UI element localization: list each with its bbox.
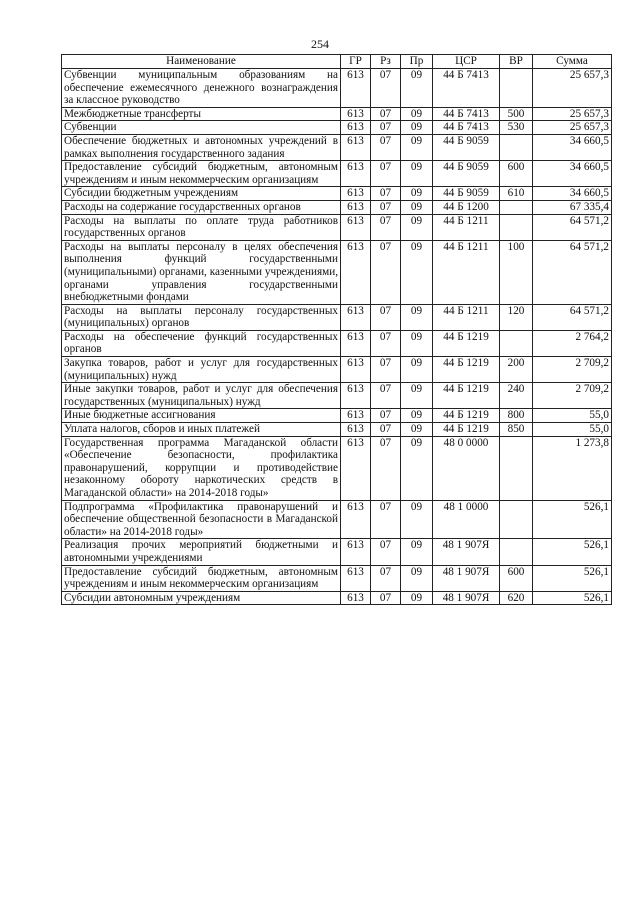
table-row <box>62 200 612 214</box>
cell-name: Расходы на выплаты по оплате труда работников государственных органов <box>62 214 341 240</box>
cell-vr <box>500 134 533 160</box>
cell-rz: 07 <box>371 121 401 135</box>
header-gr: ГР <box>341 55 371 69</box>
cell-vr: 240 <box>500 383 533 409</box>
cell-gr: 613 <box>341 134 371 160</box>
cell-gr: 613 <box>341 500 371 539</box>
cell-name: Иные закупки товаров, работ и услуг для обеспечения государственных (муниципальных) нужд <box>62 383 341 409</box>
cell-csr: 44 Б 9059 <box>433 187 500 201</box>
cell-sum: 64 571,2 <box>533 240 612 304</box>
cell-gr: 613 <box>341 121 371 135</box>
table-row <box>62 69 612 108</box>
cell-name: Расходы на выплаты персоналу в целях обеспечения выполнения функций государственными (муниципальными) органами, казенными учреждениями, органами управления государственными внебюджетными фондами <box>62 240 341 304</box>
cell-vr <box>500 330 533 356</box>
cell-name: Субвенции муниципальным образованиям на обеспечение ежемесячного денежного вознаграждения за классное руководство <box>62 69 341 108</box>
cell-csr: 48 1 0000 <box>433 500 500 539</box>
cell-gr: 613 <box>341 423 371 437</box>
cell-sum: 67 335,4 <box>533 200 612 214</box>
cell-gr: 613 <box>341 69 371 108</box>
cell-sum: 526,1 <box>533 565 612 591</box>
cell-pr: 09 <box>401 304 433 330</box>
cell-vr <box>500 200 533 214</box>
cell-rz: 07 <box>371 200 401 214</box>
cell-pr: 09 <box>401 240 433 304</box>
table-row <box>62 304 612 330</box>
table-body <box>62 69 612 605</box>
cell-gr: 613 <box>341 591 371 605</box>
table-row <box>62 409 612 423</box>
cell-vr: 200 <box>500 357 533 383</box>
cell-name: Подпрограмма «Профилактика правонарушений и обеспечение общественной безопасности в Магаданской области» на 2014-2018 годы» <box>62 500 341 539</box>
table-row <box>62 240 612 304</box>
cell-gr: 613 <box>341 383 371 409</box>
table-row <box>62 565 612 591</box>
table-row <box>62 121 612 135</box>
cell-csr: 44 Б 7413 <box>433 69 500 108</box>
cell-csr: 48 1 907Я <box>433 565 500 591</box>
table-row <box>62 330 612 356</box>
cell-pr: 09 <box>401 436 433 500</box>
cell-vr: 600 <box>500 565 533 591</box>
cell-csr: 44 Б 1211 <box>433 304 500 330</box>
cell-vr <box>500 539 533 565</box>
page-number: 254 <box>311 37 329 51</box>
cell-vr <box>500 214 533 240</box>
cell-csr: 44 Б 1219 <box>433 330 500 356</box>
cell-gr: 613 <box>341 357 371 383</box>
cell-pr: 09 <box>401 409 433 423</box>
cell-vr: 530 <box>500 121 533 135</box>
cell-name: Субсидии бюджетным учреждениям <box>62 187 341 201</box>
cell-pr: 09 <box>401 214 433 240</box>
cell-vr <box>500 500 533 539</box>
cell-pr: 09 <box>401 539 433 565</box>
cell-name: Субсидии автономным учреждениям <box>62 591 341 605</box>
cell-gr: 613 <box>341 436 371 500</box>
cell-vr: 120 <box>500 304 533 330</box>
cell-pr: 09 <box>401 134 433 160</box>
cell-rz: 07 <box>371 69 401 108</box>
cell-name: Закупка товаров, работ и услуг для государственных (муниципальных) нужд <box>62 357 341 383</box>
header-row <box>62 55 612 69</box>
cell-pr: 09 <box>401 500 433 539</box>
table-row <box>62 423 612 437</box>
table-row <box>62 187 612 201</box>
cell-csr: 44 Б 7413 <box>433 121 500 135</box>
cell-vr: 100 <box>500 240 533 304</box>
table-row <box>62 357 612 383</box>
cell-gr: 613 <box>341 107 371 121</box>
cell-pr: 09 <box>401 357 433 383</box>
cell-sum: 526,1 <box>533 539 612 565</box>
cell-csr: 44 Б 7413 <box>433 107 500 121</box>
cell-csr: 44 Б 1219 <box>433 423 500 437</box>
cell-gr: 613 <box>341 187 371 201</box>
cell-gr: 613 <box>341 330 371 356</box>
cell-sum: 25 657,3 <box>533 69 612 108</box>
cell-gr: 613 <box>341 200 371 214</box>
cell-rz: 07 <box>371 409 401 423</box>
cell-csr: 44 Б 1211 <box>433 214 500 240</box>
cell-vr: 800 <box>500 409 533 423</box>
table-row <box>62 591 612 605</box>
cell-sum: 64 571,2 <box>533 214 612 240</box>
cell-pr: 09 <box>401 200 433 214</box>
cell-name: Государственная программа Магаданской области «Обеспечение безопасности, профилактика правонарушений, коррупции и противодействие незаконному обороту наркотических средств в Магаданской области» на 2014-2018 годы» <box>62 436 341 500</box>
cell-rz: 07 <box>371 134 401 160</box>
cell-rz: 07 <box>371 240 401 304</box>
cell-name: Расходы на содержание государственных органов <box>62 200 341 214</box>
cell-gr: 613 <box>341 240 371 304</box>
cell-rz: 07 <box>371 436 401 500</box>
cell-pr: 09 <box>401 383 433 409</box>
cell-sum: 25 657,3 <box>533 107 612 121</box>
cell-csr: 44 Б 9059 <box>433 134 500 160</box>
cell-csr: 44 Б 1219 <box>433 409 500 423</box>
cell-csr: 44 Б 1200 <box>433 200 500 214</box>
cell-gr: 613 <box>341 565 371 591</box>
cell-rz: 07 <box>371 565 401 591</box>
cell-csr: 48 0 0000 <box>433 436 500 500</box>
cell-name: Межбюджетные трансферты <box>62 107 341 121</box>
cell-csr: 48 1 907Я <box>433 539 500 565</box>
cell-csr: 48 1 907Я <box>433 591 500 605</box>
cell-name: Иные бюджетные ассигнования <box>62 409 341 423</box>
cell-sum: 2 709,2 <box>533 383 612 409</box>
cell-sum: 526,1 <box>533 500 612 539</box>
cell-sum: 55,0 <box>533 423 612 437</box>
cell-rz: 07 <box>371 161 401 187</box>
cell-pr: 09 <box>401 187 433 201</box>
cell-sum: 25 657,3 <box>533 121 612 135</box>
cell-rz: 07 <box>371 357 401 383</box>
cell-sum: 526,1 <box>533 591 612 605</box>
table-row <box>62 436 612 500</box>
cell-pr: 09 <box>401 591 433 605</box>
cell-name: Обеспечение бюджетных и автономных учреждений в рамках выполнения государственного задания <box>62 134 341 160</box>
cell-rz: 07 <box>371 500 401 539</box>
cell-csr: 44 Б 1211 <box>433 240 500 304</box>
cell-rz: 07 <box>371 591 401 605</box>
header-rz: Рз <box>371 55 401 69</box>
cell-name: Расходы на обеспечение функций государственных органов <box>62 330 341 356</box>
cell-rz: 07 <box>371 304 401 330</box>
cell-csr: 44 Б 1219 <box>433 357 500 383</box>
table-header <box>62 55 612 69</box>
cell-name: Предоставление субсидий бюджетным, автономным учреждениям и иным некоммерческим организациям <box>62 565 341 591</box>
cell-pr: 09 <box>401 161 433 187</box>
cell-pr: 09 <box>401 423 433 437</box>
cell-pr: 09 <box>401 121 433 135</box>
table-row <box>62 107 612 121</box>
cell-rz: 07 <box>371 539 401 565</box>
header-sum: Сумма <box>533 55 612 69</box>
cell-pr: 09 <box>401 330 433 356</box>
cell-sum: 2 709,2 <box>533 357 612 383</box>
cell-rz: 07 <box>371 187 401 201</box>
cell-rz: 07 <box>371 107 401 121</box>
cell-csr: 44 Б 1219 <box>433 383 500 409</box>
cell-sum: 34 660,5 <box>533 187 612 201</box>
cell-gr: 613 <box>341 539 371 565</box>
cell-sum: 2 764,2 <box>533 330 612 356</box>
table-row <box>62 161 612 187</box>
cell-rz: 07 <box>371 383 401 409</box>
cell-name: Расходы на выплаты персоналу государственных (муниципальных) органов <box>62 304 341 330</box>
cell-sum: 1 273,8 <box>533 436 612 500</box>
cell-sum: 34 660,5 <box>533 161 612 187</box>
cell-vr: 850 <box>500 423 533 437</box>
cell-vr <box>500 69 533 108</box>
cell-rz: 07 <box>371 214 401 240</box>
cell-sum: 55,0 <box>533 409 612 423</box>
header-vr: ВР <box>500 55 533 69</box>
table-row <box>62 500 612 539</box>
header-csr: ЦСР <box>433 55 500 69</box>
cell-vr <box>500 436 533 500</box>
cell-pr: 09 <box>401 69 433 108</box>
cell-name: Предоставление субсидий бюджетным, автономным учреждениям и иным некоммерческим организациям <box>62 161 341 187</box>
table-row <box>62 383 612 409</box>
cell-pr: 09 <box>401 565 433 591</box>
table-row <box>62 214 612 240</box>
cell-gr: 613 <box>341 304 371 330</box>
cell-name: Реализация прочих мероприятий бюджетными и автономными учреждениями <box>62 539 341 565</box>
cell-gr: 613 <box>341 214 371 240</box>
cell-sum: 34 660,5 <box>533 134 612 160</box>
cell-vr: 600 <box>500 161 533 187</box>
budget-table <box>61 54 612 605</box>
table-row <box>62 134 612 160</box>
cell-vr: 500 <box>500 107 533 121</box>
cell-sum: 64 571,2 <box>533 304 612 330</box>
cell-csr: 44 Б 9059 <box>433 161 500 187</box>
cell-gr: 613 <box>341 409 371 423</box>
cell-vr: 620 <box>500 591 533 605</box>
cell-pr: 09 <box>401 107 433 121</box>
table-row <box>62 539 612 565</box>
cell-name: Уплата налогов, сборов и иных платежей <box>62 423 341 437</box>
cell-name: Субвенции <box>62 121 341 135</box>
header-name: Наименование <box>62 55 341 69</box>
cell-gr: 613 <box>341 161 371 187</box>
cell-rz: 07 <box>371 423 401 437</box>
header-pr: Пр <box>401 55 433 69</box>
cell-rz: 07 <box>371 330 401 356</box>
cell-vr: 610 <box>500 187 533 201</box>
